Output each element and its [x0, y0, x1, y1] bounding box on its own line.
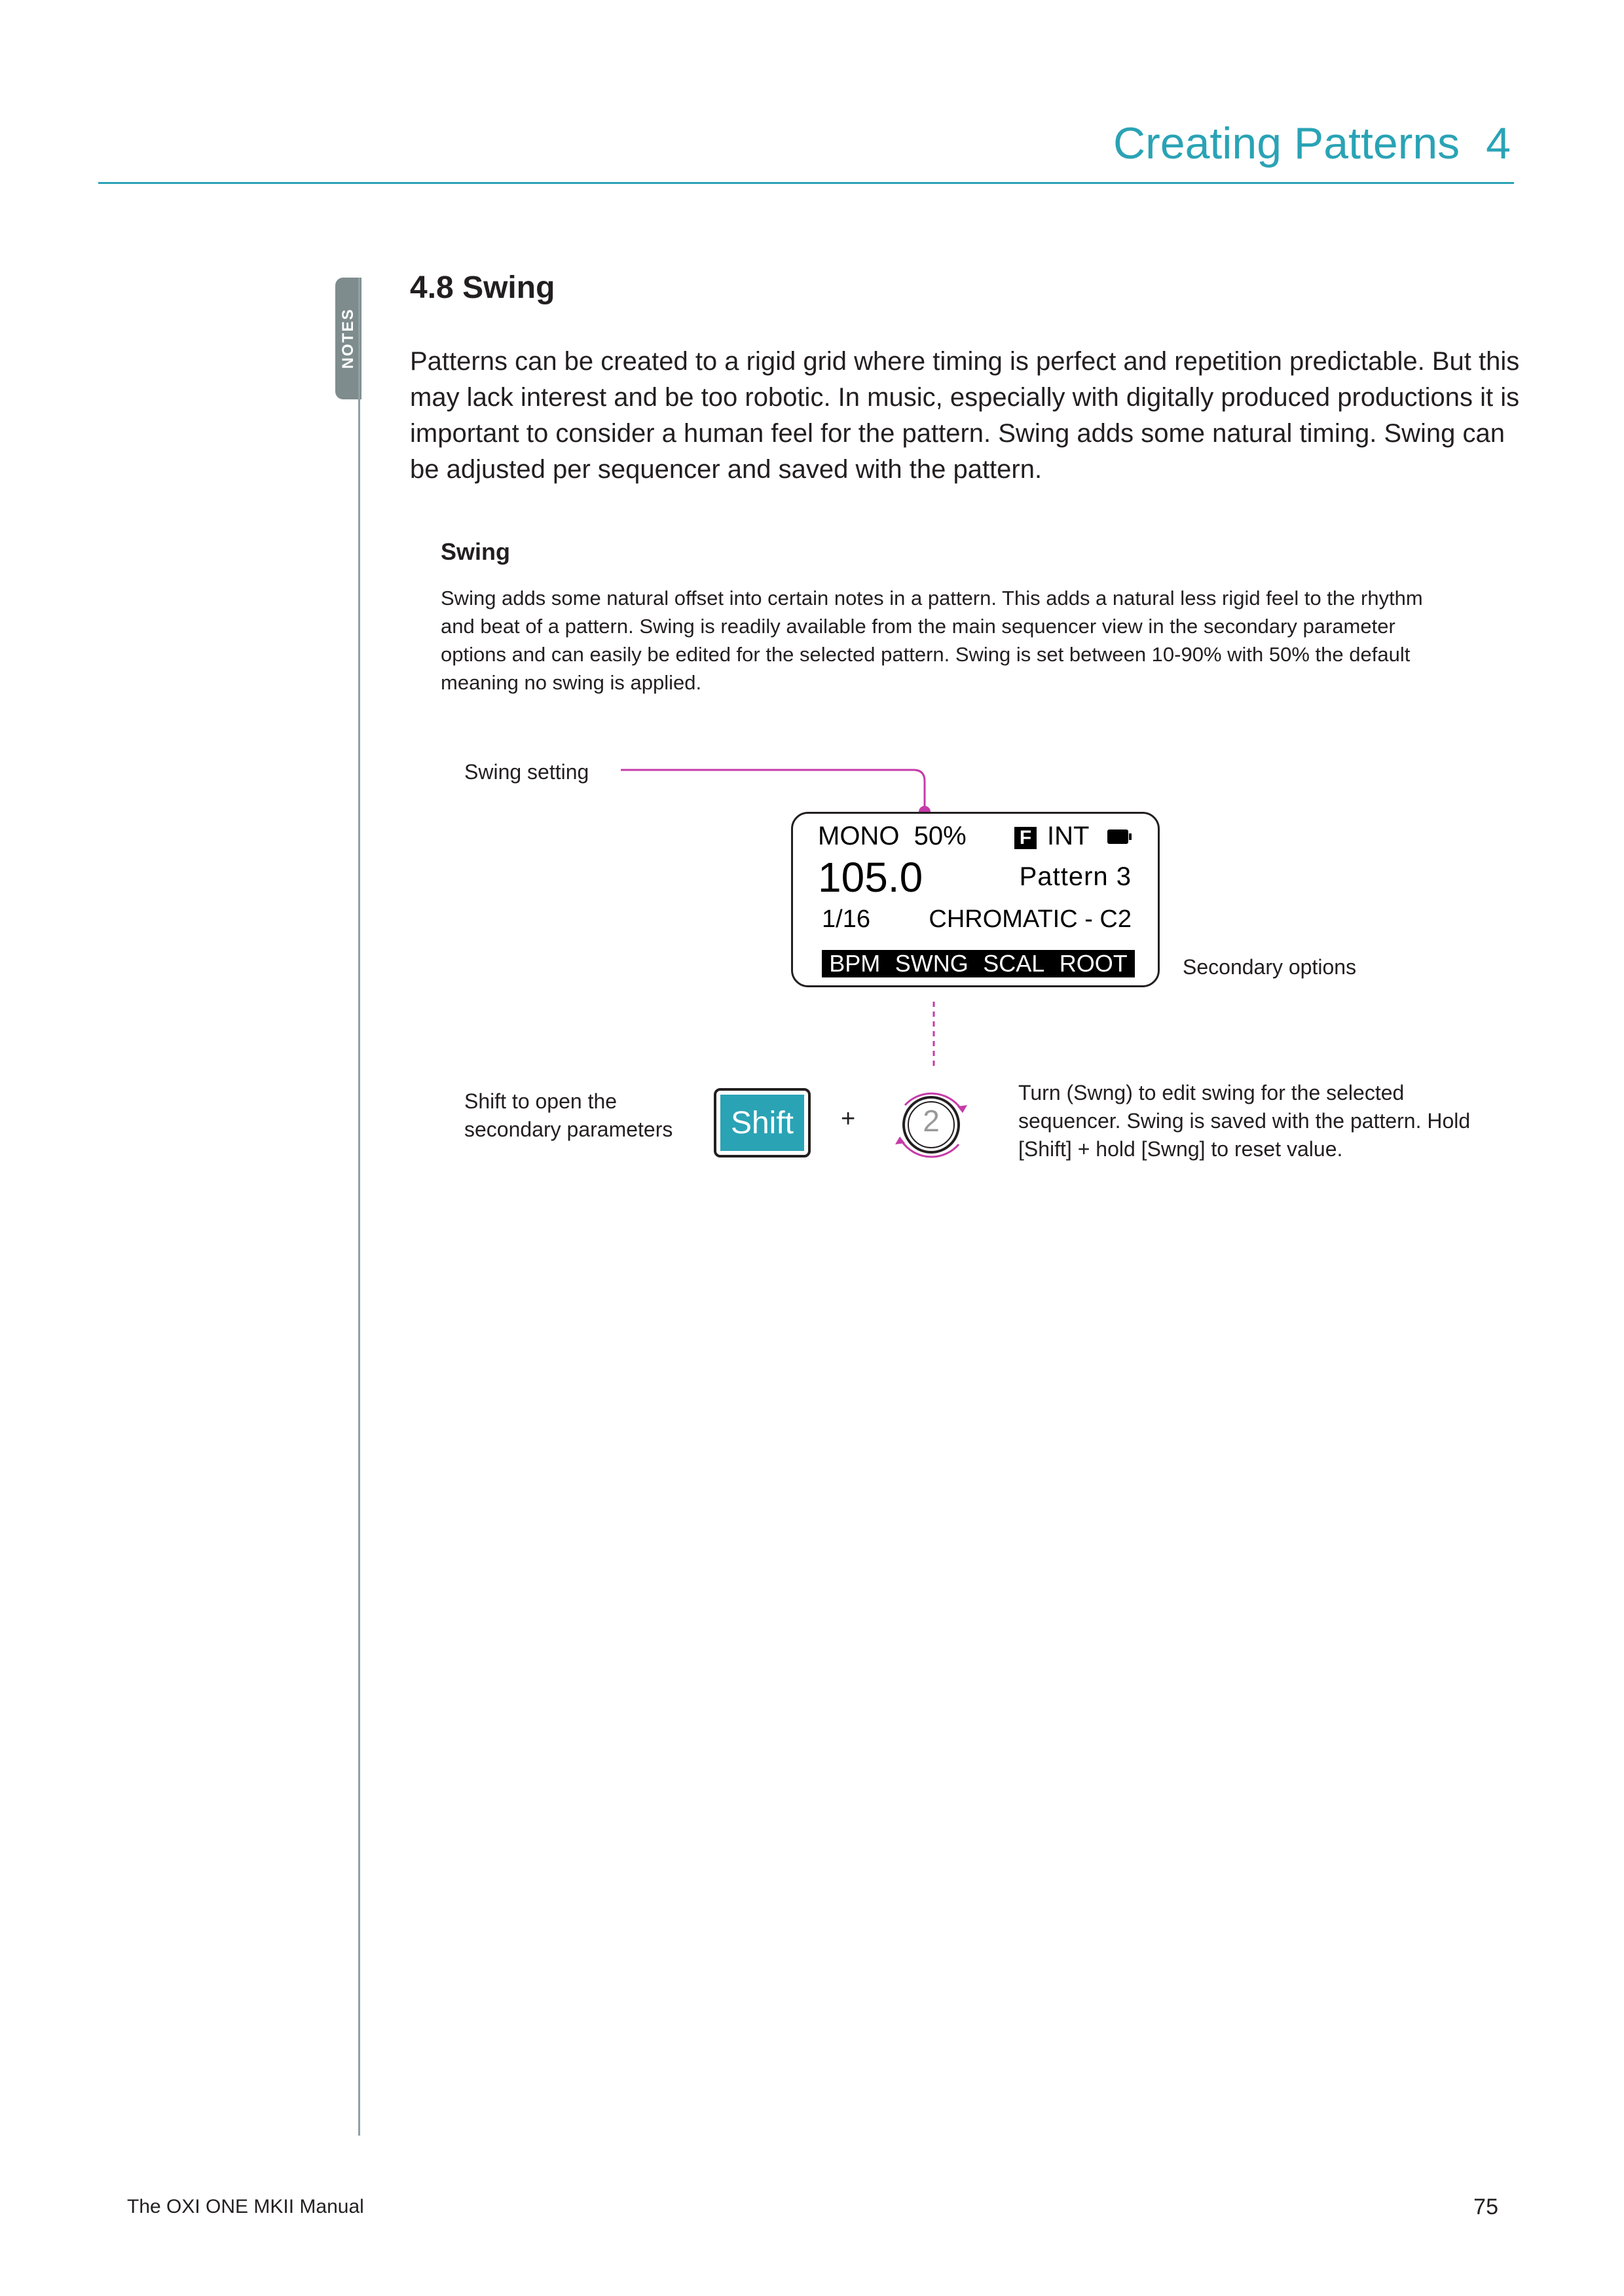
subsection-title: Swing — [441, 538, 510, 565]
notes-tab-label: NOTES — [339, 308, 357, 369]
softkey-root: ROOT — [1059, 950, 1128, 977]
softkey-bpm: BPM — [829, 950, 881, 977]
display-pattern: Pattern 3 — [1019, 862, 1132, 891]
subsection-body: Swing adds some natural offset into certain notes in a pattern. This adds a natural less rigid feel to the rhythm and beat of a pattern. Swing is readily available from the main sequencer view in the secondary parameter options and can easily be edited for the selected pattern. Swing is set between 10-90% with 50% the default meaning no swing is applied. — [441, 587, 1423, 694]
display-bpm: 105.0 — [818, 854, 923, 901]
display-mode-swing: MONO 50% — [818, 822, 967, 850]
callout-secondary-options: Secondary options — [1183, 955, 1357, 979]
section-title: 4.8 Swing — [410, 270, 555, 305]
softkey-bar — [822, 950, 1135, 977]
page-number: 75 — [1473, 2195, 1498, 2219]
display-scale: CHROMATIC - C2 — [929, 905, 1132, 933]
swing-setting-leader — [621, 770, 925, 812]
softkey-scal: SCAL — [983, 950, 1045, 977]
chapter-number: 4 — [1486, 118, 1511, 168]
shift-button — [714, 1088, 811, 1157]
display-clock: INT — [1047, 822, 1090, 850]
section-intro: Patterns can be created to a rigid grid where timing is perfect and repetition predictable. But this may lack interest and be too robotic. In music, especially with digitally produced productions it is important to consider a human feel for the pattern. Swing adds some natural timing. Swing can be adjusted per sequencer and saved with the pattern. — [410, 347, 1520, 484]
shift-button-label: Shift — [720, 1095, 804, 1151]
display-division: 1/16 — [822, 905, 870, 933]
callout-shift: Shift to open the secondary parameters — [464, 1089, 673, 1141]
softkey-swng: SWNG — [895, 950, 969, 977]
battery-icon — [1107, 829, 1128, 844]
chapter-title-text: Creating Patterns — [1113, 118, 1460, 168]
callout-turn-swing: Turn (Swng) to edit swing for the selected sequencer. Swing is saved with the pattern. Hold [Shift] + hold [Swng] to reset value. — [1018, 1081, 1471, 1161]
callout-swing-setting: Swing setting — [464, 760, 589, 784]
f-badge: F — [1014, 827, 1037, 849]
oled-display — [791, 812, 1160, 987]
encoder-number: 2 — [923, 1104, 940, 1138]
footer-manual-title: The OXI ONE MKII Manual — [127, 2196, 364, 2217]
plus-sign: + — [841, 1105, 856, 1133]
